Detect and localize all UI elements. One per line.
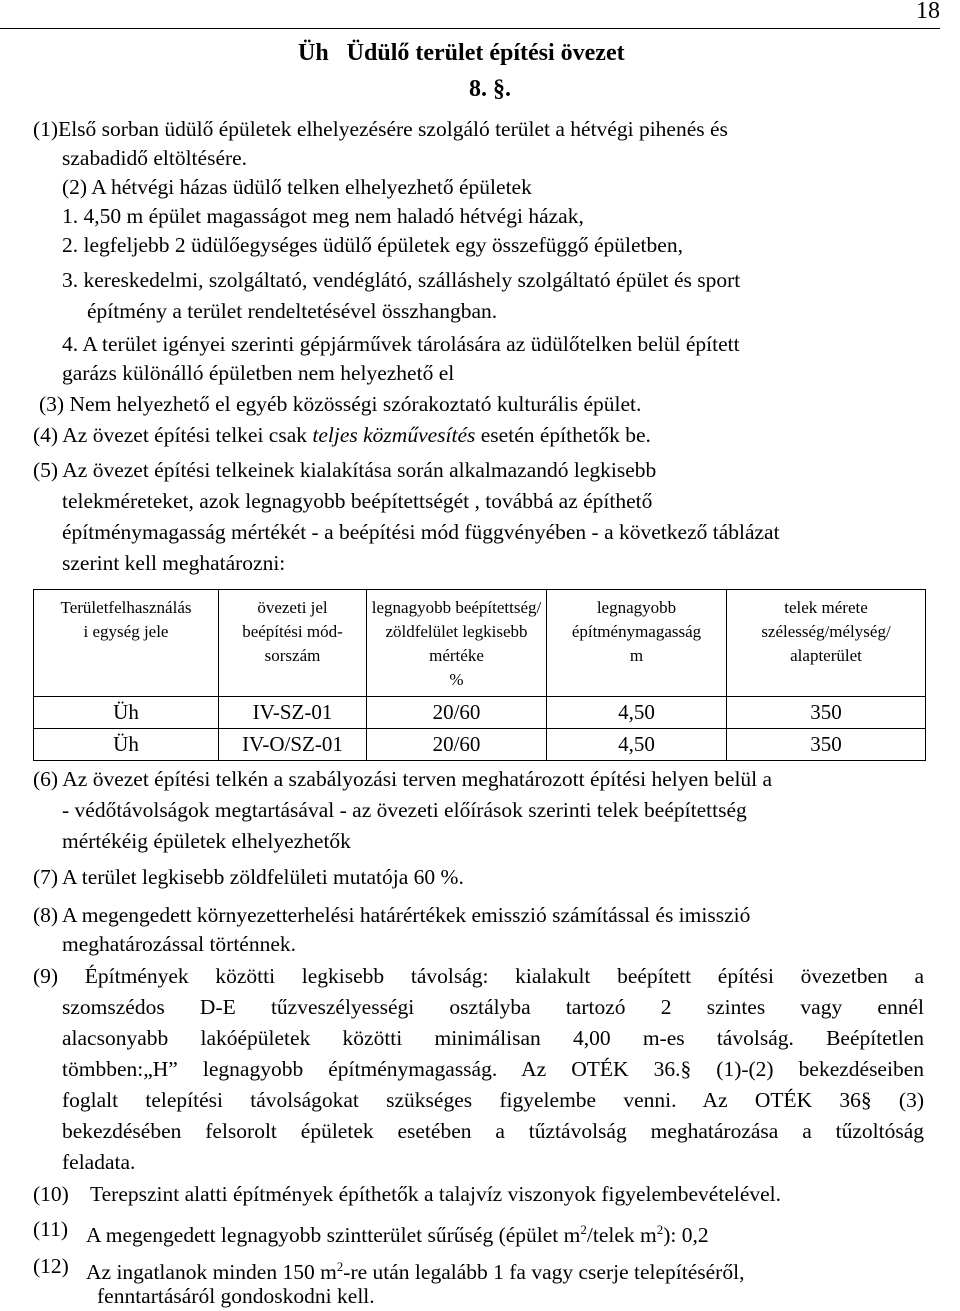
building-parameters-table (33, 589, 926, 761)
para-9-line-2: szomszédos D-E tűzveszélyességi osztályba tartozó 2 szintes vagy ennél (62, 995, 924, 1019)
table-cell: 20/60 (367, 729, 547, 761)
para-2-intro: (2) A hétvégi házas üdülő telken elhelyezhető épületek (62, 175, 532, 199)
para-11-text: A megengedett legnagyobb szintterület sűrűség (épület $m^2$/telek $m^2$): 0,2 (86, 1222, 709, 1248)
para-4 (33, 421, 651, 450)
para-1-line-1: (1)Első sorban üdülő épületek elhelyezésére szolgáló terület a hétvégi pihenés és (33, 117, 728, 141)
para-1-line-2: szabadidő eltöltésére. (62, 146, 248, 170)
para-2-item-2: 2. legfeljebb 2 üdülőegységes üdülő épületek egy összefüggő épületben, (62, 233, 683, 257)
para-2-item-4-line-1: 4. A terület igényei szerinti gépjárművek tárolására az üdülőtelken belül épített (62, 332, 740, 356)
table-cell: 4,50 (547, 729, 727, 761)
para-5-line-4: szerint kell meghatározni: (62, 551, 286, 575)
table-row (34, 729, 926, 761)
para-6-line-1: (6) Az övezet építési telkén a szabályozási terven meghatározott építési helyen belül a (33, 767, 773, 791)
page-title: Üh Üdülő terület építési övezet (298, 40, 625, 66)
para-2-item-3-line-1: 3. kereskedelmi, szolgáltató, vendéglátó, szálláshely szolgáltató épület és sport (62, 268, 741, 292)
para-2-item-3-line-2: építmény a terület rendeltetésével összhangban. (87, 299, 498, 323)
para-8-line-2: meghatározással történnek. (62, 932, 297, 956)
table-cell: 4,50 (547, 697, 727, 729)
para-6-line-2: - védőtávolságok megtartásával - az övezeti előírások szerinti telek beépítettség (62, 798, 747, 822)
para-11-label: (11) (33, 1217, 69, 1241)
para-3: (3) Nem helyezhető el egyéb közösségi szórakoztató kulturális épület. (39, 392, 642, 416)
table-row (34, 697, 926, 729)
para-4-italic: teljes közművesítés (312, 423, 476, 447)
para-12-line-2: fenntartásáról gondoskodni kell. (97, 1284, 375, 1308)
para-5-line-2: telekméreteket, azok legnagyobb beépítettségét , továbbá az építhető (62, 489, 653, 513)
table-header-cell: legnagyobb beépítettség/ zöldfelület legkisebb mértéke % (367, 590, 547, 697)
table-cell: Üh (34, 729, 219, 761)
section-number: 8. §. (469, 76, 511, 102)
para-9-line-7: feladata. (62, 1150, 136, 1174)
para-10-label: (10) (33, 1182, 69, 1206)
table-header-cell: Területfelhasználás i egység jele (34, 590, 219, 697)
para-4-after: esetén építhetők be. (475, 423, 651, 447)
para-4-before: (4) Az övezet építési telkei csak (33, 423, 313, 447)
header-rule (0, 28, 940, 29)
para-9-line-6: bekezdésében felsorolt épületek esetében a tűztávolság meghatározása a tűzoltóság (62, 1119, 924, 1143)
para-12-line-1: Az ingatlanok minden 150 $m^2-re$ után legalább 1 fa vagy cserje telepítéséről, (86, 1259, 745, 1285)
para-5-line-3: építménymagasság mértékét - a beépítési mód függvényében - a következő táblázat (62, 520, 780, 544)
table-cell: Üh (34, 697, 219, 729)
table-cell: 350 (727, 729, 926, 761)
para-7-label: (7) (33, 865, 59, 889)
table-cell: 20/60 (367, 697, 547, 729)
para-5-line-1: (5) Az övezet építési telkeinek kialakítása során alkalmazandó legkisebb (33, 458, 657, 482)
para-9-line-3: alacsonyabb lakóépületek közötti minimálisan 4,00 m-es távolság. Beépítetlen (62, 1026, 924, 1050)
para-8-label: (8) (33, 903, 59, 927)
para-8-line-1: A megengedett környezetterhelési határértékek emisszió számítással és imisszió (62, 903, 751, 927)
table-header-cell: övezeti jel beépítési mód- sorszám (219, 590, 367, 697)
para-12-label: (12) (33, 1254, 69, 1278)
table-cell: IV-SZ-01 (219, 697, 367, 729)
table-cell: IV-O/SZ-01 (219, 729, 367, 761)
para-2-item-1: 1. 4,50 m épület magasságot meg nem haladó hétvégi házak, (62, 204, 584, 228)
para-9-line-1: (9) Építmények közötti legkisebb távolság: kialakult beépített építési övezetben a (33, 964, 924, 988)
para-9-line-5: foglalt telepítési távolságokat szükséges figyelembe venni. Az OTÉK 36§ (3) (62, 1088, 924, 1112)
para-2-item-4-line-2: garázs különálló épületben nem helyezhető el (62, 361, 455, 385)
table-cell: 350 (727, 697, 926, 729)
table-header-cell: telek mérete szélesség/mélység/ alapterület (727, 590, 926, 697)
table-header-cell: legnagyobb építménymagasság m (547, 590, 727, 697)
para-9-line-4: tömbben:„H” legnagyobb építménymagasság. Az OTÉK 36.§ (1)-(2) bekezdéseiben (62, 1057, 924, 1081)
para-6-line-3: mértékéig épületek elhelyezhetők (62, 829, 351, 853)
para-10-text: Terepszint alatti építmények építhetők a talajvíz viszonyok figyelembevételével. (90, 1182, 782, 1206)
page-number: 18 (916, 0, 940, 24)
para-7-text: A terület legkisebb zöldfelületi mutatója 60 %. (62, 865, 464, 889)
